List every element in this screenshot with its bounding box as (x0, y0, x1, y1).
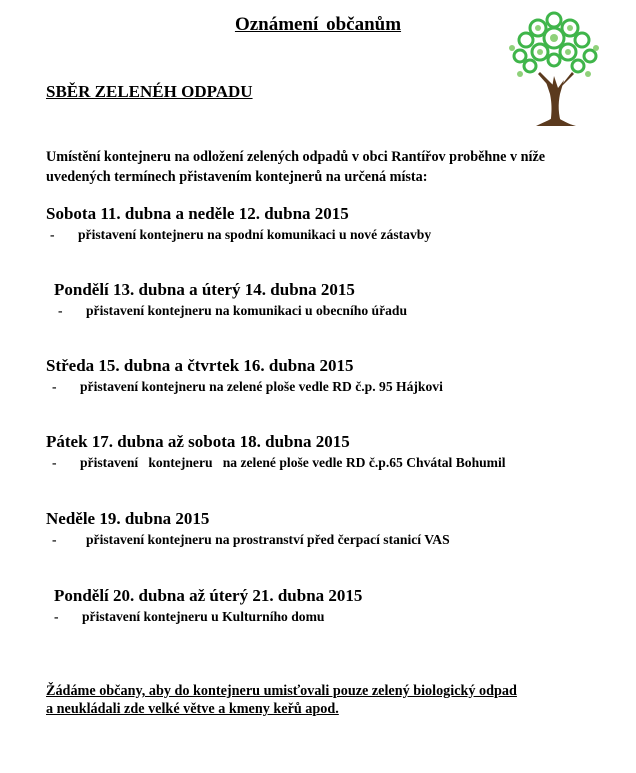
page-title: Oznámení občanům (234, 14, 402, 35)
list-dash: - (52, 379, 57, 394)
event-date: Pátek 17. dubna až sobota 18. dubna 2015 (46, 432, 350, 451)
event-location-text: přistavení kontejneru na spodní komunikaci u nové zástavby (78, 227, 432, 242)
event-location (46, 453, 506, 473)
intro-line: Umístění kontejneru na odložení zelených odpadů v obci Rantířov proběhne v níže (46, 149, 546, 165)
event-date: Pondělí 20. dubna až úterý 21. dubna 2015 (54, 586, 363, 605)
event-location (46, 530, 450, 550)
intro-line: uvedených termínech přistavením kontejnerů na určená místa: (46, 169, 428, 185)
event-location (46, 225, 431, 245)
schedule-item (46, 431, 506, 473)
tree-icon (506, 8, 602, 126)
list-dash: - (54, 609, 59, 624)
list-dash: - (58, 303, 63, 318)
event-location (54, 607, 362, 627)
list-dash: - (52, 532, 57, 547)
schedule-item (46, 508, 450, 550)
event-location-text: přistavení kontejneru na prostranství před čerpací stanicí VAS (86, 532, 450, 547)
schedule-item (54, 279, 407, 321)
schedule-item (46, 355, 443, 397)
event-location-text: přistavení kontejneru na zelené ploše vedle RD č.p.65 Chvátal Bohumil (80, 455, 506, 470)
event-date: Neděle 19. dubna 2015 (46, 509, 210, 528)
event-location-text: přistavení kontejneru u Kulturního domu (82, 609, 325, 624)
list-dash: - (50, 227, 55, 242)
event-date: Středa 15. dubna a čtvrtek 16. dubna 2015 (46, 356, 354, 375)
schedule-item (54, 585, 362, 627)
request-note (46, 682, 517, 718)
event-location (54, 301, 407, 321)
event-location-text: přistavení kontejneru na zelené ploše vedle RD č.p. 95 Hájkovi (80, 379, 443, 394)
event-date: Pondělí 13. dubna a úterý 14. dubna 2015 (54, 280, 355, 299)
schedule-item (46, 203, 431, 245)
intro-paragraph (46, 147, 588, 187)
note-line: Žádáme občany, aby do kontejneru umisťovali pouze zelený biologický odpad (46, 683, 517, 699)
section-heading: SBĚR ZELENÉH ODPADU (46, 82, 253, 101)
event-location-text: přistavení kontejneru na komunikaci u obecního úřadu (86, 303, 408, 318)
note-line: a neukládali zde velké větve a kmeny keřů apod. (46, 701, 339, 717)
event-location (46, 377, 443, 397)
event-date: Sobota 11. dubna a neděle 12. dubna 2015 (46, 204, 349, 223)
list-dash: - (52, 455, 57, 470)
